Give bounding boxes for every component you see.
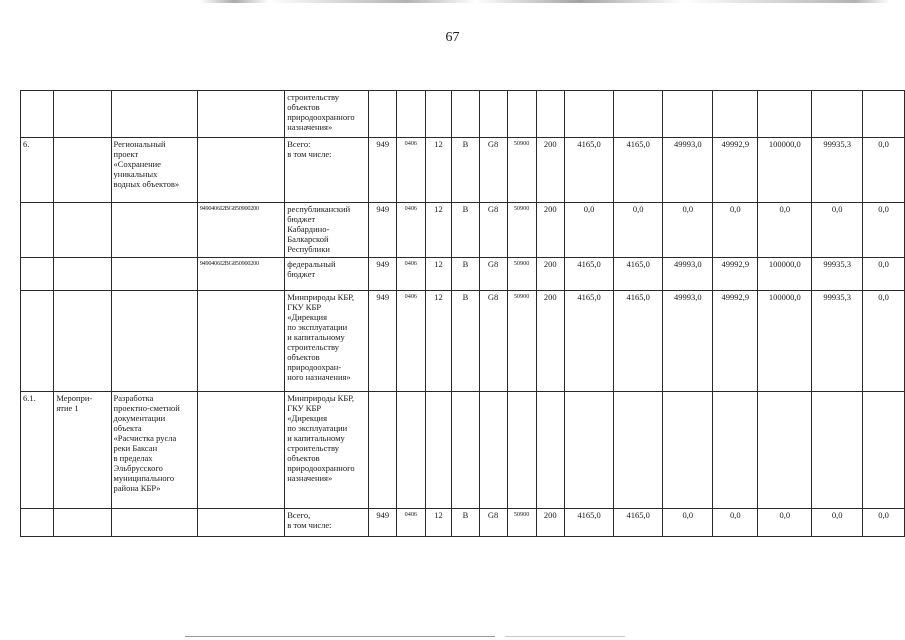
cell-value	[536, 91, 564, 138]
cell-value	[863, 392, 905, 509]
cell-value: 12	[425, 258, 452, 291]
cell-value: В	[452, 291, 479, 392]
cell-responsible: Всего, в том числе:	[285, 509, 369, 537]
cell-value: 4165,0	[614, 258, 663, 291]
cell-value	[452, 91, 479, 138]
cell-name	[111, 291, 197, 392]
cell-value: 0406	[397, 258, 425, 291]
cell-value: G8	[479, 138, 507, 203]
cell-value	[452, 392, 479, 509]
cell-type: Меропри- ятие 1	[54, 392, 111, 509]
table-row	[21, 91, 905, 138]
cell-value: 200	[536, 203, 564, 258]
cell-value	[812, 392, 863, 509]
cell-value	[369, 91, 397, 138]
cell-value: 949	[369, 258, 397, 291]
cell-value	[758, 91, 812, 138]
cell-value: 949	[369, 509, 397, 537]
cell-code	[197, 138, 285, 203]
cell-value	[425, 91, 452, 138]
cell-value: 12	[425, 291, 452, 392]
cell-value: В	[452, 203, 479, 258]
cell-value: В	[452, 509, 479, 537]
table-row	[21, 258, 905, 291]
cell-responsible: строительству объектов природоохранного назначения»	[285, 91, 369, 138]
cell-value: 0,0	[863, 258, 905, 291]
cell-value: В	[452, 258, 479, 291]
cell-code	[197, 392, 285, 509]
cell-value	[713, 392, 758, 509]
cell-value: 200	[536, 258, 564, 291]
cell-number	[21, 509, 54, 537]
cell-value: 99935,3	[812, 138, 863, 203]
cell-value: 99935,3	[812, 291, 863, 392]
cell-type	[54, 258, 111, 291]
cell-type	[54, 203, 111, 258]
cell-value: 0406	[397, 291, 425, 392]
cell-number	[21, 291, 54, 392]
cell-code	[197, 509, 285, 537]
cell-value: 0406	[397, 203, 425, 258]
cell-value	[369, 392, 397, 509]
cell-value: 49993,0	[663, 258, 713, 291]
cell-value	[507, 91, 536, 138]
cell-value: В	[452, 138, 479, 203]
cell-value: 0,0	[863, 203, 905, 258]
cell-value	[713, 91, 758, 138]
cell-value: 49992,9	[713, 258, 758, 291]
cell-value: 50900	[507, 291, 536, 392]
cell-name	[111, 203, 197, 258]
table-row	[21, 392, 905, 509]
cell-value	[758, 392, 812, 509]
cell-value	[863, 91, 905, 138]
cell-value	[479, 392, 507, 509]
cell-number	[21, 91, 54, 138]
cell-value: 0,0	[663, 203, 713, 258]
cell-name: Региональный проект «Сохранение уникальных водных объектов»	[111, 138, 197, 203]
table-row	[21, 138, 905, 203]
cell-value: 0,0	[614, 203, 663, 258]
cell-responsible: федеральный бюджет	[285, 258, 369, 291]
cell-number: 6.	[21, 138, 54, 203]
cell-value: 50900	[507, 203, 536, 258]
cell-responsible: Всего: в том числе:	[285, 138, 369, 203]
table-row	[21, 203, 905, 258]
cell-value: 50900	[507, 138, 536, 203]
cell-value: 0,0	[758, 203, 812, 258]
cell-type	[54, 91, 111, 138]
cell-number	[21, 258, 54, 291]
budget-table	[20, 90, 905, 537]
cell-value: 49992,9	[713, 291, 758, 392]
cell-value: 12	[425, 203, 452, 258]
cell-value: 0,0	[812, 509, 863, 537]
scan-artifact-bottom-2	[505, 636, 625, 637]
cell-name	[111, 509, 197, 537]
cell-value: 0,0	[863, 138, 905, 203]
cell-value: 4165,0	[565, 138, 614, 203]
scan-artifact-top	[200, 0, 890, 3]
cell-value: 100000,0	[758, 258, 812, 291]
cell-code	[197, 91, 285, 138]
cell-value: 49993,0	[663, 138, 713, 203]
cell-value: 50900	[507, 509, 536, 537]
table-row	[21, 291, 905, 392]
cell-value: 0406	[397, 509, 425, 537]
cell-value: 949	[369, 203, 397, 258]
cell-type	[54, 509, 111, 537]
cell-value: 4165,0	[614, 138, 663, 203]
scan-artifact-bottom	[185, 636, 495, 637]
cell-value: 100000,0	[758, 291, 812, 392]
table-row	[21, 509, 905, 537]
cell-value: 200	[536, 138, 564, 203]
cell-value: 50900	[507, 258, 536, 291]
cell-responsible: республиканский бюджет Кабардино- Балкарской Республики	[285, 203, 369, 258]
cell-value	[397, 392, 425, 509]
cell-value	[397, 91, 425, 138]
cell-value	[565, 392, 614, 509]
cell-code: 9490406I2BG850900200	[197, 258, 285, 291]
cell-value: 0,0	[863, 509, 905, 537]
cell-value: 4165,0	[565, 291, 614, 392]
cell-value: 4165,0	[614, 509, 663, 537]
cell-value	[663, 91, 713, 138]
cell-value: 4165,0	[565, 258, 614, 291]
cell-number	[21, 203, 54, 258]
cell-value: G8	[479, 258, 507, 291]
cell-value: 4165,0	[614, 291, 663, 392]
cell-value	[479, 91, 507, 138]
cell-responsible: Минприроды КБР, ГКУ КБР «Дирекция по эксплуатации и капитальному строительству объектов природоохран- ного назначения»	[285, 291, 369, 392]
cell-value: G8	[479, 509, 507, 537]
cell-code	[197, 291, 285, 392]
cell-value: 0,0	[565, 203, 614, 258]
cell-responsible: Минприроды КБР, ГКУ КБР «Дирекция по эксплуатации и капитальному строительству объектов природоохранного назначения»	[285, 392, 369, 509]
cell-type	[54, 138, 111, 203]
cell-value: 12	[425, 138, 452, 203]
cell-value: 0,0	[812, 203, 863, 258]
cell-type	[54, 291, 111, 392]
cell-value	[614, 392, 663, 509]
cell-value: 200	[536, 291, 564, 392]
cell-value: 0,0	[713, 203, 758, 258]
cell-value	[663, 392, 713, 509]
cell-value: 49993,0	[663, 291, 713, 392]
cell-value: 4165,0	[565, 509, 614, 537]
cell-value	[507, 392, 536, 509]
cell-value: 100000,0	[758, 138, 812, 203]
cell-name	[111, 258, 197, 291]
cell-value: 99935,3	[812, 258, 863, 291]
cell-value: 0,0	[758, 509, 812, 537]
cell-code: 9490406I2BG850900200	[197, 203, 285, 258]
cell-value: 949	[369, 138, 397, 203]
cell-value: 200	[536, 509, 564, 537]
cell-value: 949	[369, 291, 397, 392]
cell-value	[614, 91, 663, 138]
cell-value	[536, 392, 564, 509]
cell-value: 0406	[397, 138, 425, 203]
page-number: 67	[445, 30, 460, 45]
cell-value: 0,0	[713, 509, 758, 537]
cell-value: G8	[479, 291, 507, 392]
cell-value	[565, 91, 614, 138]
cell-number: 6.1.	[21, 392, 54, 509]
cell-value: 12	[425, 509, 452, 537]
cell-value	[812, 91, 863, 138]
cell-value: G8	[479, 203, 507, 258]
cell-name	[111, 91, 197, 138]
cell-value: 49992,9	[713, 138, 758, 203]
cell-name: Разработка проектно-сметной документации объекта «Расчистка русла реки Баксан в пределах Эльбрусского муниципального района КБР»	[111, 392, 197, 509]
cell-value: 0,0	[863, 291, 905, 392]
cell-value: 0,0	[663, 509, 713, 537]
cell-value	[425, 392, 452, 509]
